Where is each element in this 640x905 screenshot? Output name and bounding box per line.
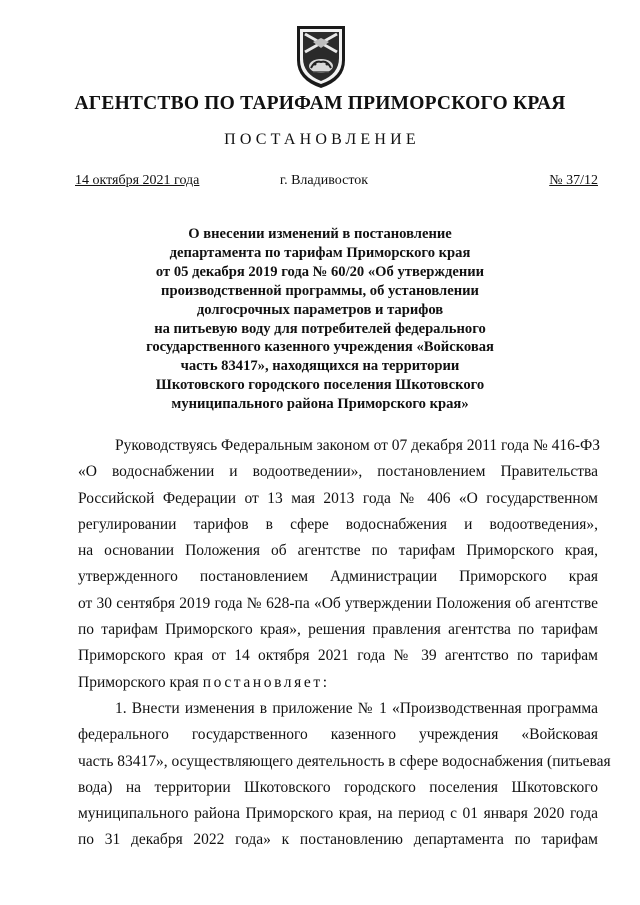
body-line: Руководствуясь Федеральным законом от 07 декабря 2011 года № 416-ФЗ	[115, 437, 601, 454]
decree-prefix: Приморского края	[78, 673, 203, 691]
title-line: муниципального района Приморского края»	[171, 396, 469, 413]
body-line: вода) на территории Шкотовского городского поселения Шкотовского	[78, 778, 598, 796]
paragraph-preamble	[78, 433, 601, 696]
coat-of-arms-icon	[293, 22, 349, 90]
title-line: на питьевую воду для потребителей федерального	[154, 320, 486, 337]
title-line: государственного казенного учреждения «Войсковая	[146, 339, 494, 356]
body-line-decree	[78, 670, 598, 696]
body-line: федерального государственного казенного учреждения «Войсковая	[78, 726, 598, 744]
title-line: от 05 декабря 2019 года № 60/20 «Об утверждении	[155, 263, 485, 280]
body-line: утвержденного постановлением Администрации Приморского края	[78, 568, 598, 586]
document-city: г. Владивосток	[279, 173, 369, 188]
title-line: долгосрочных параметров и тарифов	[196, 301, 444, 318]
body-line: муниципального района Приморского края, на период с 01 января 2020 года	[78, 805, 598, 823]
document-number: № 37/12	[549, 173, 598, 188]
body-line: Приморского края от 14 октября 2021 года № 39 агентство по тарифам	[78, 647, 598, 665]
body-line: Российской Федерации от 13 мая 2013 года № 406 «О государственном	[78, 489, 598, 507]
title-line: О внесении изменений в постановление	[188, 226, 452, 242]
title-line: департамента по тарифам Приморского края	[169, 244, 471, 261]
body-line: регулировании тарифов в сфере водоснабжения и водоотведения»,	[78, 515, 598, 533]
body-line: 1. Внести изменения в приложение № 1 «Производственная программа	[115, 699, 598, 717]
body-line: по 31 декабря 2022 года» к постановлению департамента по тарифам	[78, 831, 598, 849]
title-line: Шкотовского городского поселения Шкотовского	[155, 377, 485, 394]
document-body	[78, 433, 611, 854]
body-line: часть 83417», осуществляющего деятельность в сфере водоснабжения (питьевая	[78, 752, 611, 770]
body-line: «О водоснабжении и водоотведении», постановлением Правительства	[78, 463, 598, 481]
title-line: производственной программы, об установлении	[161, 282, 479, 299]
document-date: 14 октября 2021 года	[75, 173, 200, 188]
paragraph-item-1	[78, 696, 611, 854]
title-line: часть 83417», находящихся на территории	[180, 358, 460, 375]
body-line: от 30 сентября 2019 года № 628-па «Об утверждении Положения об агентстве	[78, 594, 598, 612]
decree-word: постановляет:	[202, 673, 330, 691]
body-line: по тарифам Приморского края», решения правления агентства по тарифам	[78, 621, 598, 639]
agency-name: АГЕНТСТВО ПО ТАРИФАМ ПРИМОРСКОГО КРАЯ	[74, 93, 566, 114]
document-title	[100, 225, 540, 414]
body-line: на основании Положения об агентстве по тарифам Приморского края,	[78, 542, 598, 560]
document-type: ПОСТАНОВЛЕНИЕ	[224, 131, 420, 148]
